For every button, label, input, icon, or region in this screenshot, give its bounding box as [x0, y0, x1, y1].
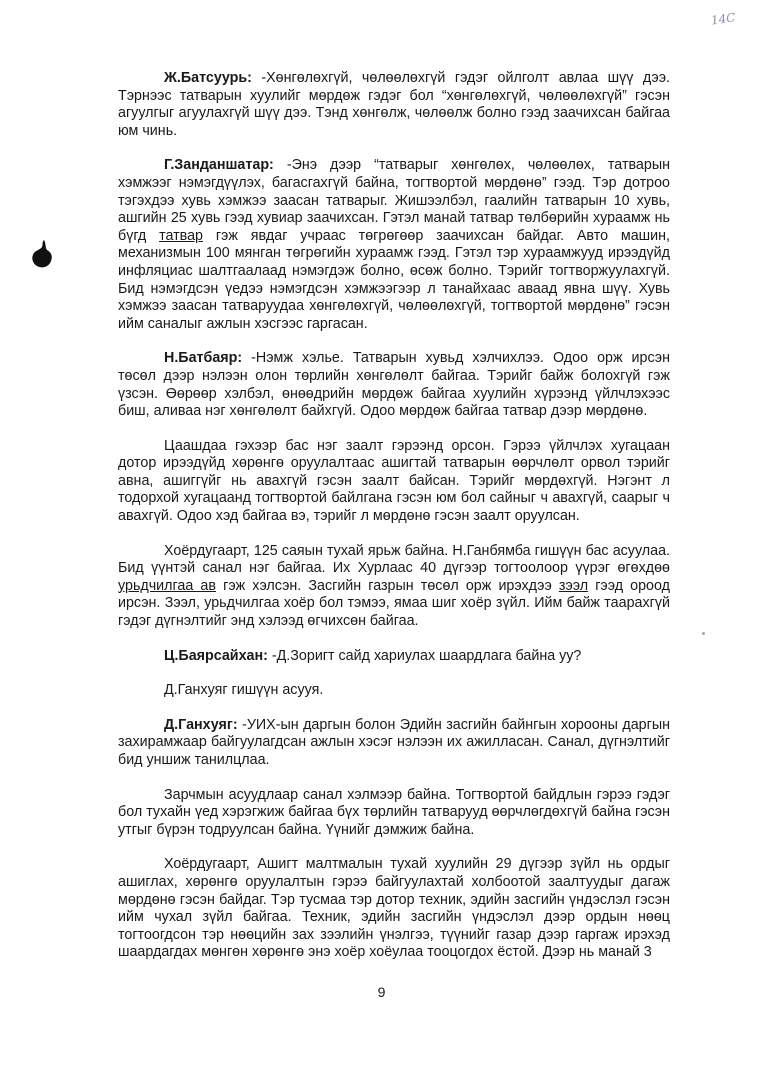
ink-blot-mark — [30, 238, 54, 270]
paragraph-bayarsaikhan — [118, 648, 670, 666]
paragraph-mineral-law — [118, 856, 670, 962]
paragraph-text: -УИХ-ын даргын болон Эдийн засгийн байнгын хорооны даргын захирамжаар байгуулагдсан ажлын хэсэг нэлээн их ажилласан. Санал, дүгнэлтийг бид уншиж танилцлаа. — [118, 716, 670, 768]
paragraph-second-125 — [118, 543, 670, 631]
speaker-name: Н.Батбаяр: — [164, 350, 243, 367]
paragraph-ganhuyag-ask — [118, 682, 670, 700]
scan-speck — [702, 632, 705, 635]
speaker-name: Г.Занданшатар: — [164, 157, 274, 174]
speaker-name: Д.Ганхуяг: — [164, 716, 238, 733]
paragraph-principle — [118, 787, 670, 840]
paragraph-text: -Хөнгөлөхгүй, чөлөөлөхгүй гэдэг ойлголт авлаа шүү дээ. Тэрнээс татварын хуулийг мөрдөж гэдэг бол “хөнгөлөхгүй, чөлөөлөхгүй” гэсэн агуулгыг агуулахгүй шүү дээ. Тэнд хөнгөлж, чөлөөлж болно гээд заачихсан байгаа юм чинь. — [118, 70, 670, 139]
transcript-body — [118, 70, 670, 979]
underlined-word: зээл — [558, 577, 589, 594]
paragraph-text: Хоёрдугаарт, 125 саяын тухай ярьж байна. Н.Ганбямба гишүүн бас асуулаа. Бид үүнтэй санал нэг байгаа. Их Хурлаас 40 дүгээр тогтоолоор үүрэг өгөхдөө — [118, 542, 670, 577]
paragraph-text: гэж явдаг учраас төгрөгөөр заачихсан байдаг. Авто машин, механизмын 100 мянган төгрөгийн хураамж гээд. Гэтэл тэр хураамжууд ирээдүйд инфляциас шалтгаалаад нэмэгдэж болно, өсөж болно. Тэрийг тогтворжуулахгүй. Бид нэмэгдсэн үедээ нэмэгдсэн хэмжээгээр л танайхаас аваад явна шүү. Хувь хэмжээ заасан татваруудаа хөнгөлөхгүй, чөлөөлөхгүй, тогтвортой мөрдөнө” гэсэн ийм саналыг ажлын хэсгээс гаргасан. — [118, 227, 670, 332]
paragraph-text: -Энэ дээр “татварыг хөнгөлөх, чөлөөлөх, татварын хэмжээг нэмэгдүүлэх, багасгахгүй байна, тогтвортой мөрдөнө” гээд. Тэр дотроо тэгэхдээ хувь хэмжээ заасан татварыг. Жишээлбэл, гаалийн татварын 10 хувь, ашгийн 25 хувь гээд хувиар заачихсан. Гэтэл манай татвар төлбөрийн хураамж нь бүгд — [118, 157, 670, 244]
paragraph-text: гэж хэлсэн. Засгийн газрын төсөл орж ирэхдээ — [215, 577, 559, 594]
page-number: 9 — [377, 984, 386, 1000]
paragraph-text: Хоёрдугаарт, Ашигт малтмалын тухай хуулийн 29 дүгээр зүйл нь ордыг ашиглах, хөрөнгө оруулалтын гэрээ байгуулахтай холбоотой заалтуудыг дагаж мөрдөнө гэсэн байдаг. Тэр тусмаа тэр дотор техник, эдийн засгийн үндэслэл гэсэн ийм чухал зүйл байгаа. Техник, эдийн засгийн үндэслэл дээр ордын нөөц тогтоогдсон тэр нөөцийн зах зээлийн үнэлгээ, түүнийг газар дээр гаргаж ирэхэд шаардагдах мөнгөн хөрөнгө энэ хоёр хоёулаа тооцогдох ёстой. Дээр нь манай 3 — [118, 856, 670, 961]
paragraph-batsuuri — [118, 70, 670, 140]
underlined-word: татвар — [159, 227, 203, 244]
paragraph-text: Цаашдаа гэхээр бас нэг заалт гэрээнд орсон. Гэрээ үйлчлэх хугацаан дотор ирээдүйд хөрөнгө оруулалтаас ашигтай татварын өөрчлөлт орвол тэрийг авна, ашиггүйг нь авахгүй гэсэн заалт байсан. Тэрийг мөрдөхгүй. Нэгэнт л тодорхой хугацаанд тогтвортой байлгана гэсэн юм бол сайныг ч авахгүй, саарыг ч авахгүй. Одоо хэд байгаа вэ, тэрийг л мөрдөнө гэсэн заалт оруулсан. — [118, 437, 670, 525]
paragraph-ganhuyag — [118, 717, 670, 770]
paragraph-zandanshatar — [118, 157, 670, 333]
paragraph-text: Зарчмын асуудлаар санал хэлмээр байна. Тогтвортой байдлын гэрээ гэдэг бол тухайн үед хэрэгжиж байгаа бүх төрлийн татварууд өөрчлөгдөхгүй байна гэсэн утгыг бүрэн тодруулсан байна. Үүнийг дэмжиж байна. — [118, 786, 670, 838]
underlined-phrase: урьдчилгаа ав — [118, 577, 216, 594]
speaker-name: Ж.Батсуурь: — [164, 70, 252, 86]
paragraph-further-clause — [118, 438, 670, 526]
paragraph-batbayar — [118, 350, 670, 420]
paragraph-text: Д.Ганхуяг гишүүн асууя. — [164, 682, 324, 699]
handwritten-page-mark: 14C — [709, 10, 736, 28]
paragraph-text: гээд ороод ирсэн. Зээл, урьдчилгаа хоёр бол тэмээ, ямаа шиг хоёр зүйл. Ийм байж таарахгүй гэдэг дүгнэлтийг энд хэлээд өгчихсөн байгаа. — [118, 577, 670, 630]
speaker-name: Ц.Баярсайхан: — [164, 647, 268, 664]
paragraph-text: -Д.Зоригт сайд хариулах шаардлага байна уу? — [267, 647, 582, 664]
paragraph-text: -Нэмж хэлье. Татварын хувьд хэлчихлээ. Одоо орж ирсэн төсөл дээр нэлээн олон төрлийн хөнгөлөлт байгаа. Тэрийг байж болохгүй гэж үзсэн. Өөрөөр хэлбэл, өнөөдрийн мөрдөж байгаа хуулийн хүрээнд үйлчлэхээс биш, аливаа нэг хөнгөлөлт байхгүй. Одоо мөрдөж байгаа татвар дээр мөрдөнө. — [118, 350, 670, 420]
